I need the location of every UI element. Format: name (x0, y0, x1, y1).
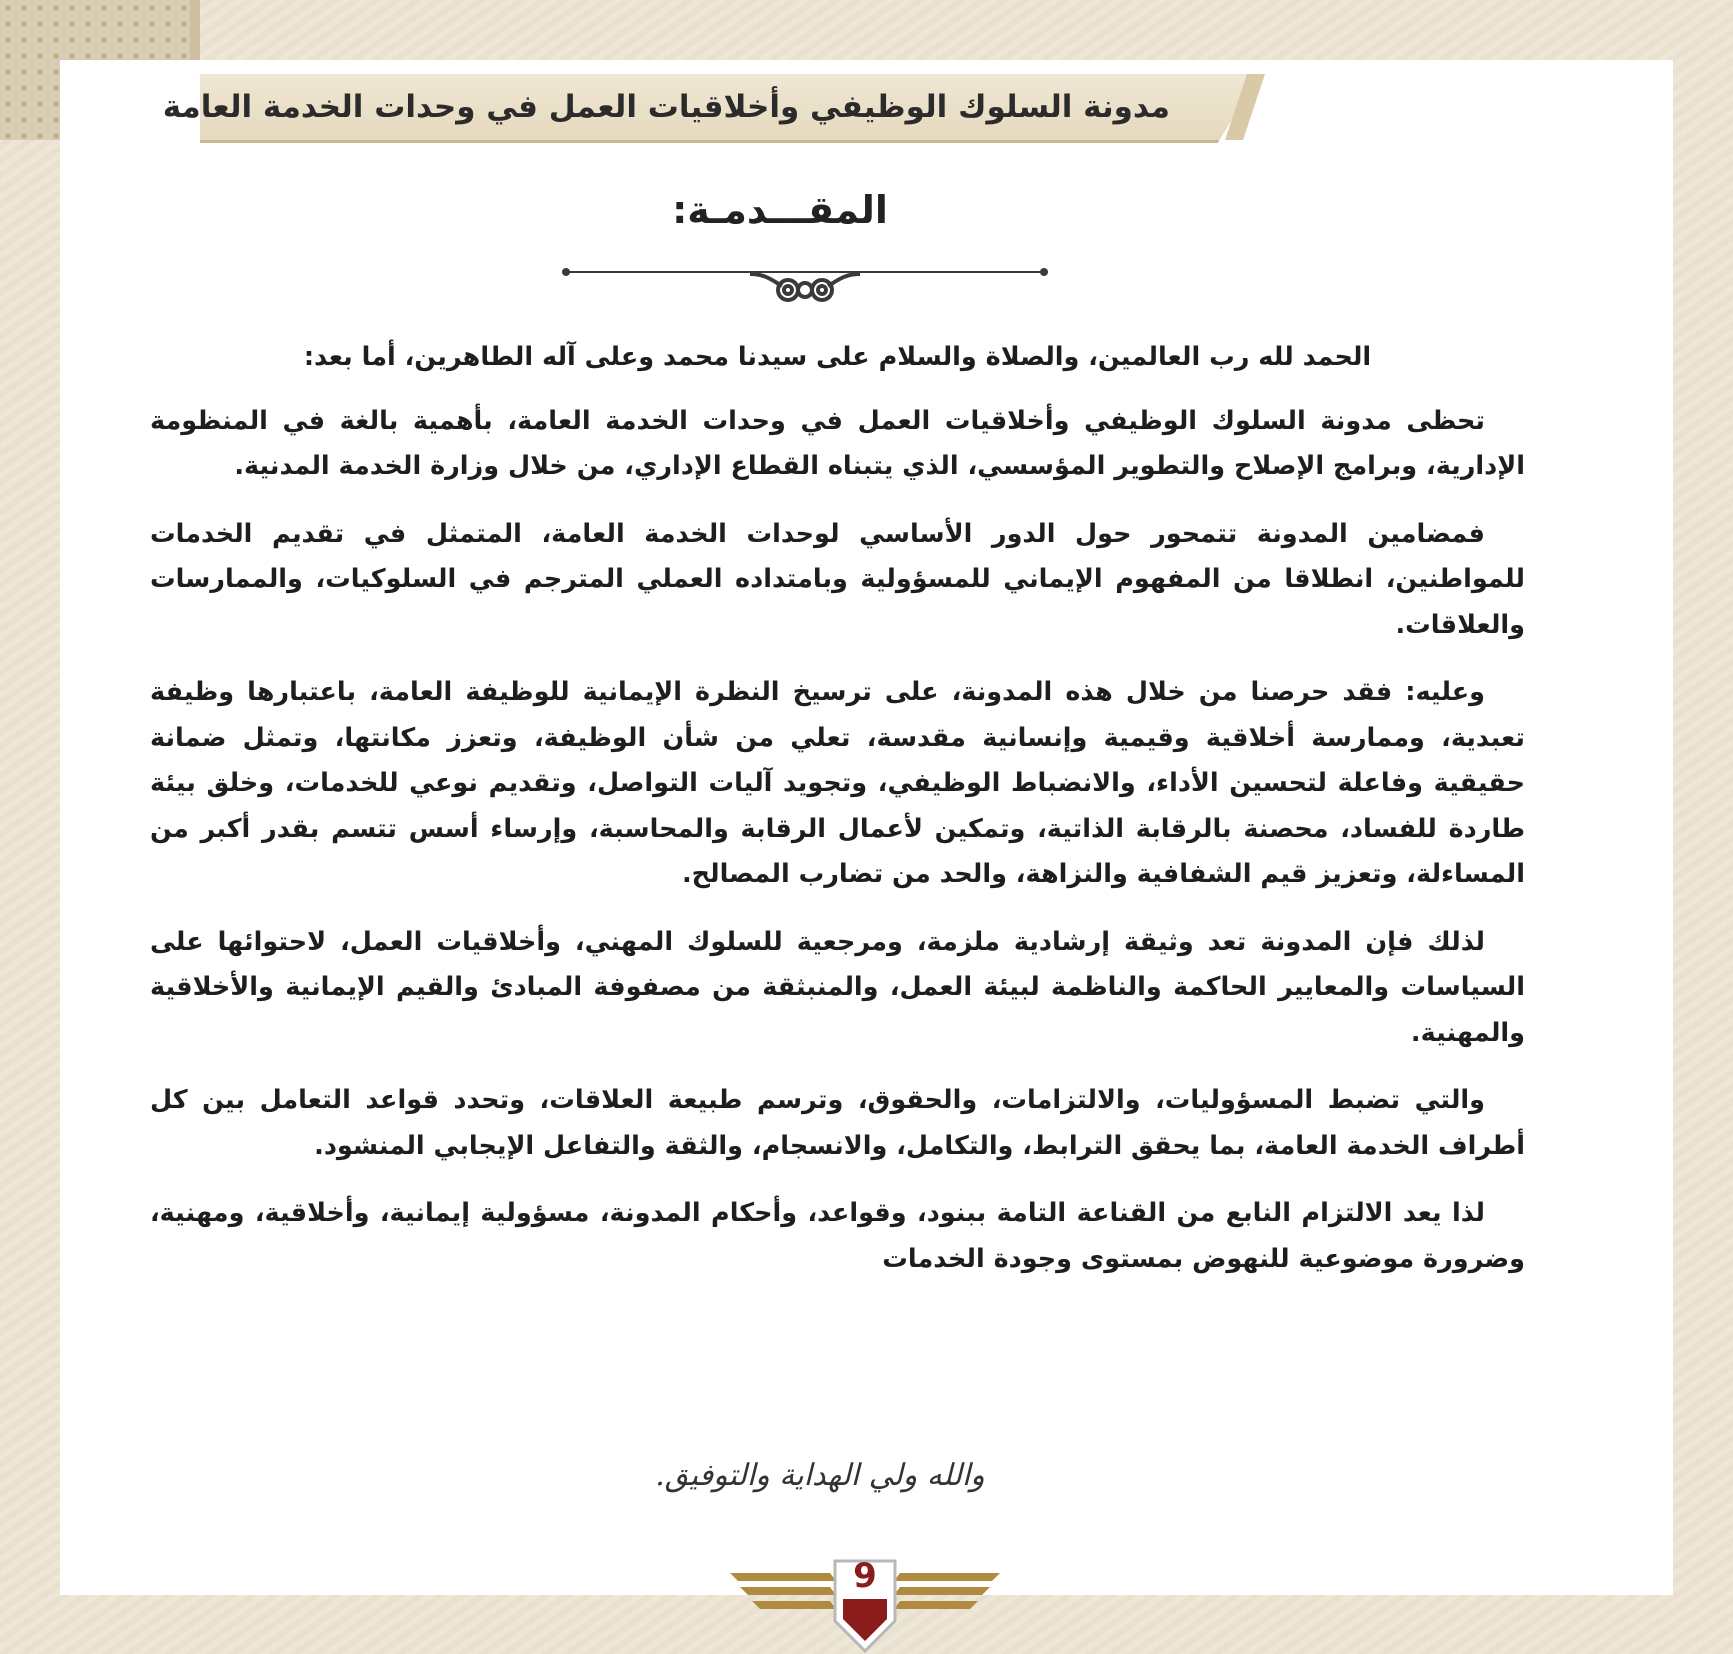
ornament-right-dot (1040, 268, 1048, 276)
closing-signature: والله ولي الهداية والتوفيق. (655, 1458, 985, 1493)
paragraph: لذلك فإن المدونة تعد وثيقة إرشادية ملزمة، ومرجعية للسلوك المهني، وأخلاقيات العمل، لاحتوائها على السياسات والمعايير الحاكمة والناظمة لبيئة العمل، والمنبثقة من مصفوفة المبادئ والقيم الإيمانية والأخلاقية والمهنية. (150, 926, 1525, 1048)
section-heading: المقـــدمـة: (672, 188, 888, 232)
paragraph: فمضامين المدونة تتمحور حول الدور الأساسي لوحدات الخدمة العامة، المتمثل في تقديم الخدمات للمواطنين، انطلاقا من المفهوم الإيماني للمسؤولية وبامتداده العملي المترجم في السلوكيات، والممارسات والعلاقات. (150, 518, 1525, 640)
paragraph: وعليه: فقد حرصنا من خلال هذه المدونة، على ترسيخ النظرة الإيمانية للوظيفة العامة، باعتبارها وظيفة تعبدية، وممارسة أخلاقية وقيمية وإنسانية مقدسة، تعلي من شأن الوظيفة، وتعزز مكانتها، وتمثل ضمانة حقيقية وفاعلة لتحسين الأداء، والانضباط الوظيفي، وتجويد آليات التواصل، وتقديم نوعي للخدمات، وخلق بيئة طاردة للفساد، محصنة بالرقابة الذاتية، وتمكين لأعمال الرقابة والمحاسبة، وإرساء أسس تتسم بقدر أكبر من المساءلة، وتعزيز قيم الشفافية والنزاهة، والحد من تضارب المصالح. (150, 677, 1525, 889)
paragraph: لذا يعد الالتزام النابع من القناعة التامة ببنود، وقواعد، وأحكام المدونة، مسؤولية إيمانية، وأخلاقية، ومهنية، وضرورة موضوعية للنهوض بمستوى وجودة الخدمات (150, 1198, 1525, 1274)
intro-body (150, 335, 1525, 1430)
paragraph: والتي تضبط المسؤوليات، والالتزامات، والحقوق، وترسم طبيعة العلاقات، وتحدد قواعد التعامل بين كل أطراف الخدمة العامة، بما يحقق الترابط، والتكامل، والانسجام، والثقة والتفاعل الإيجابي المنشود. (150, 1085, 1525, 1161)
opening-paragraph: الحمد لله رب العالمين، والصلاة والسلام على سيدنا محمد وعلى آله الطاهرين، أما بعد: (303, 342, 1372, 372)
header-title: مدونة السلوك الوظيفي وأخلاقيات العمل في وحدات الخدمة العامة (162, 89, 1170, 125)
paragraph: تحظى مدونة السلوك الوظيفي وأخلاقيات العمل في وحدات الخدمة العامة، بأهمية بالغة في المنظومة الإدارية، وبرامج الإصلاح والتطوير المؤسسي، الذي يتبناه القطاع الإداري، من خلال وزارة الخدمة المدنية. (150, 405, 1525, 481)
heading-ornament-divider (560, 258, 1050, 308)
page-number: 9 (853, 1556, 877, 1596)
ornament-scroll-icon (750, 274, 860, 300)
